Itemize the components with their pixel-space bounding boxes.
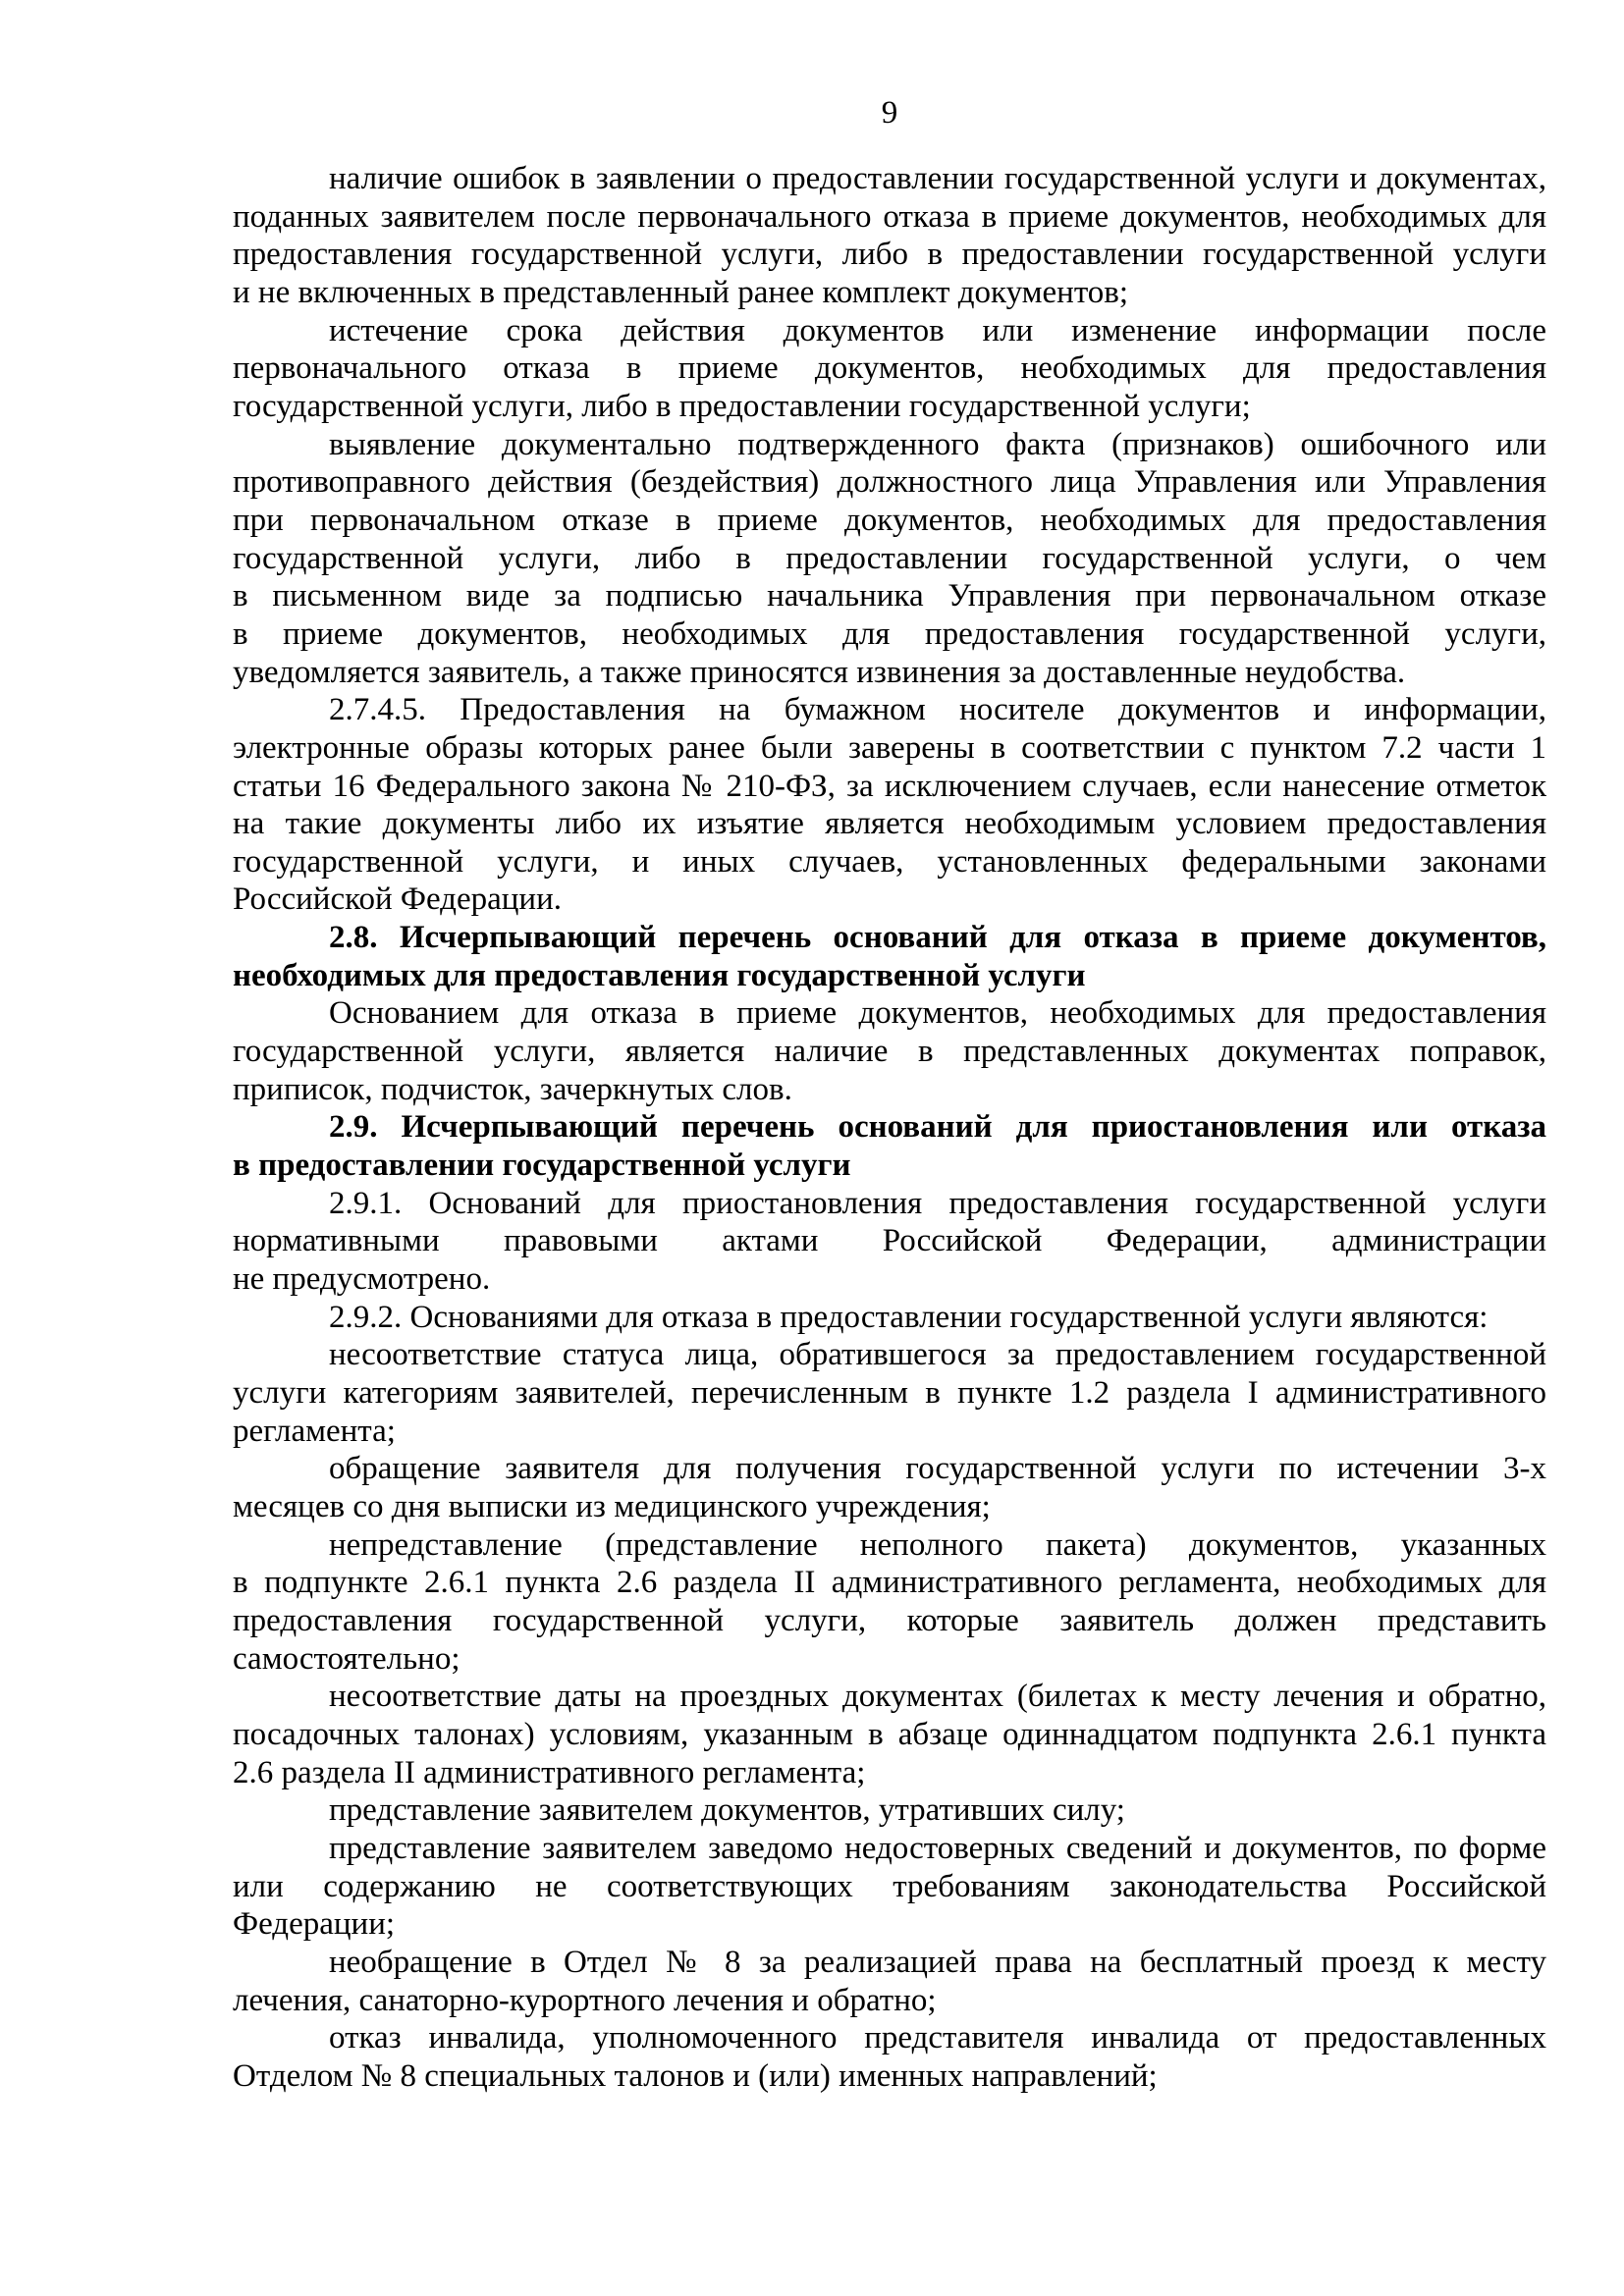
text-line: приписок, подчисток, зачеркнутых слов. <box>233 1071 792 1107</box>
text-line: услуги категориям заявителей, перечисленным в пункте 1.2 раздела I административного <box>233 1375 1546 1411</box>
text-line: статьи 16 Федерального закона № 210-ФЗ, за исключением случаев, если нанесение отметок <box>233 768 1546 804</box>
text-line: месяцев со дня выписки из медицинского учреждения; <box>233 1488 991 1524</box>
text-line: обращение заявителя для получения государственной услуги по истечении 3-х <box>329 1451 1546 1487</box>
text-line: поданных заявителем после первоначального отказа в приеме документов, необходимых для <box>233 198 1546 235</box>
heading-line: 2.9. Исчерпывающий перечень оснований для приостановления или отказа <box>329 1109 1546 1146</box>
text-line: государственной услуги, является наличие в представленных документах поправок, <box>233 1034 1546 1070</box>
text-line: государственной услуги, и иных случаев, установленных федеральными законами <box>233 843 1546 880</box>
text-line: на такие документы либо их изъятие является необходимым условием предоставления <box>233 806 1546 842</box>
text-line: лечения, санаторно-курортного лечения и обратно; <box>233 1982 937 2018</box>
text-line: посадочных талонах) условиям, указанным в абзаце одиннадцатом подпункта 2.6.1 пункта <box>233 1716 1546 1752</box>
text-line: государственной услуги, либо в предоставлении государственной услуги, о чем <box>233 540 1546 576</box>
text-line: Основанием для отказа в приеме документов, необходимых для предоставления <box>329 995 1546 1032</box>
text-line: при первоначальном отказе в приеме документов, необходимых для предоставления <box>233 502 1546 538</box>
text-line: не предусмотрено. <box>233 1261 491 1298</box>
text-line: уведомляется заявитель, а также приносятся извинения за доставленные неудобства. <box>233 654 1406 690</box>
text-line: Российской Федерации. <box>233 881 562 918</box>
text-line: 2.9.1. Оснований для приостановления предоставления государственной услуги <box>329 1185 1546 1221</box>
text-line: противоправного действия (бездействия) должностного лица Управления или Управления <box>233 464 1546 501</box>
text-line: 2.6 раздела II административного регламента; <box>233 1754 866 1790</box>
text-line: в приеме документов, необходимых для предоставления государственной услуги, <box>233 615 1546 652</box>
text-line: предоставления государственной услуги, которые заявитель должен представить <box>233 1602 1546 1638</box>
heading-line: необходимых для предоставления государственной услуги <box>233 957 1086 993</box>
text-line: 2.7.4.5. Предоставления на бумажном носителе документов и информации, <box>329 692 1546 728</box>
text-line: Отделом № 8 специальных талонов и (или) именных направлений; <box>233 2057 1158 2094</box>
text-line: несоответствие даты на проездных документах (билетах к месту лечения и обратно, <box>329 1679 1546 1715</box>
page-number: 9 <box>881 95 898 131</box>
text-line: нормативными правовыми актами Российской Федерации, администрации <box>233 1223 1546 1259</box>
text-line: отказ инвалида, уполномоченного представителя инвалида от предоставленных <box>329 2020 1546 2056</box>
text-line: предоставления государственной услуги, либо в предоставлении государственной услуги <box>233 237 1546 273</box>
text-line: первоначального отказа в приеме документов, необходимых для предоставления <box>233 350 1546 387</box>
text-line: электронные образы которых ранее были заверены в соответствии с пунктом 7.2 части 1 <box>233 729 1546 766</box>
text-line: самостоятельно; <box>233 1640 460 1677</box>
text-line: или содержанию не соответствующих требованиям законодательства Российской <box>233 1868 1546 1904</box>
text-line: Федерации; <box>233 1906 396 1943</box>
text-line: непредставление (представление неполного пакета) документов, указанных <box>329 1526 1546 1563</box>
text-line: в письменном виде за подписью начальника Управления при первоначальном отказе <box>233 578 1546 614</box>
text-line: представление заявителем заведомо недостоверных сведений и документов, по форме <box>329 1830 1546 1866</box>
text-line: в подпункте 2.6.1 пункта 2.6 раздела II административного регламента, необходимых для <box>233 1565 1546 1601</box>
text-line: и не включенных в представленный ранее комплект документов; <box>233 274 1129 310</box>
text-line: выявление документально подтвержденного факта (признаков) ошибочного или <box>329 426 1546 462</box>
document-body <box>233 160 1546 2095</box>
text-line: представление заявителем документов, утративших силу; <box>329 1792 1125 1829</box>
heading-line: 2.8. Исчерпывающий перечень оснований для отказа в приеме документов, <box>329 920 1546 956</box>
text-line: регламента; <box>233 1413 396 1449</box>
text-line: наличие ошибок в заявлении о предоставлении государственной услуги и документах, <box>329 161 1546 196</box>
text-line: 2.9.2. Основаниями для отказа в предоставлении государственной услуги являются: <box>329 1299 1489 1335</box>
heading-line: в предоставлении государственной услуги <box>233 1148 851 1184</box>
text-line: государственной услуги, либо в предоставлении государственной услуги; <box>233 388 1251 424</box>
text-line: необращение в Отдел № 8 за реализацией права на бесплатный проезд к месту <box>329 1944 1546 1980</box>
text-line: несоответствие статуса лица, обратившегося за предоставлением государственной <box>329 1337 1546 1373</box>
text-line: истечение срока действия документов или изменение информации после <box>329 312 1546 348</box>
